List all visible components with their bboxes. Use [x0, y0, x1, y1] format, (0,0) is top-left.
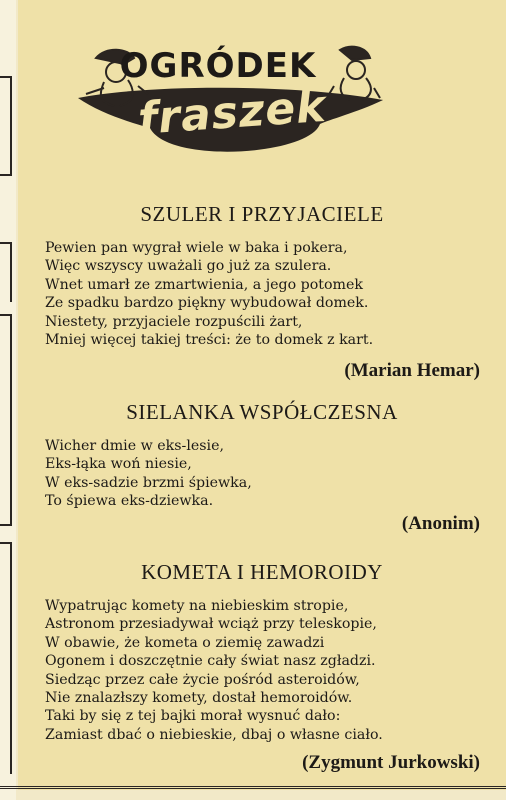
- poem-author: (Anonim): [401, 513, 480, 534]
- bottom-rule: [0, 786, 506, 789]
- poem-author: (Zygmunt Jurkowski): [302, 752, 480, 773]
- poem-line: Taki by się z tej bajki morał wysnuć dało:: [45, 708, 341, 725]
- poem-line: Pewien pan wygrał wiele w baka i pokera,: [45, 240, 348, 256]
- neighbour-column-edge: [0, 0, 16, 800]
- poem-line: Ze spadku bardzo piękny wybudował domek.: [45, 295, 369, 312]
- poem-line: W obawie, że kometa o ziemię zawadzi: [45, 634, 325, 651]
- poem-line: Wicher dmie w eks-lesie,: [45, 438, 224, 454]
- column-header-logo: [58, 36, 388, 164]
- poem-text: [45, 597, 495, 744]
- poem-text: [45, 239, 495, 349]
- poem-text: [45, 437, 495, 511]
- poem-line: Ogonem i doszczętnie cały świat nasz zgładzi.: [45, 653, 376, 670]
- poem-line: Nie znalazłszy komety, dostał hemoroidów.: [45, 690, 353, 707]
- poem-line: To śpiewa eks-dziewka.: [45, 493, 214, 510]
- poem-line: W eks-sadzie brzmi śpiewka,: [45, 474, 252, 491]
- poem-line: Wnet umarł ze zmartwienia, a jego potomek: [45, 276, 363, 293]
- poem-line: Mniej więcej takiej treści: że to domek z kart.: [45, 332, 374, 349]
- poem-line: Astronom przesiadywał wciąż przy teleskopie,: [45, 616, 377, 633]
- poem-line: Niestety, przyjaciele rozpuścili żart,: [45, 313, 303, 330]
- poem-line: Eks-łąka woń niesie,: [45, 456, 192, 473]
- header-ogrodek-text: OGRÓDEK: [119, 46, 317, 86]
- poem-title: SIELANKA WSPÓŁCZESNA: [126, 400, 398, 424]
- poem-title: KOMETA I HEMOROIDY: [141, 560, 383, 584]
- poem-line: Wypatrując komety na niebieskim stropie,: [45, 598, 349, 614]
- poem-line: Siedząc przez całe życie pośród asteroidów,: [45, 671, 360, 688]
- poem-author: (Marian Hemar): [344, 360, 480, 381]
- right-gnome-illustration: [328, 47, 380, 100]
- poem-line: Więc wszyscy uważali go już za szulera.: [45, 258, 332, 275]
- poem-title: SZULER I PRZYJACIELE: [140, 202, 384, 226]
- header-fraszek-text: fraszek: [136, 80, 328, 145]
- poem-line: Zamiast dbać o niebieskie, dbaj o własne ciało.: [45, 726, 383, 743]
